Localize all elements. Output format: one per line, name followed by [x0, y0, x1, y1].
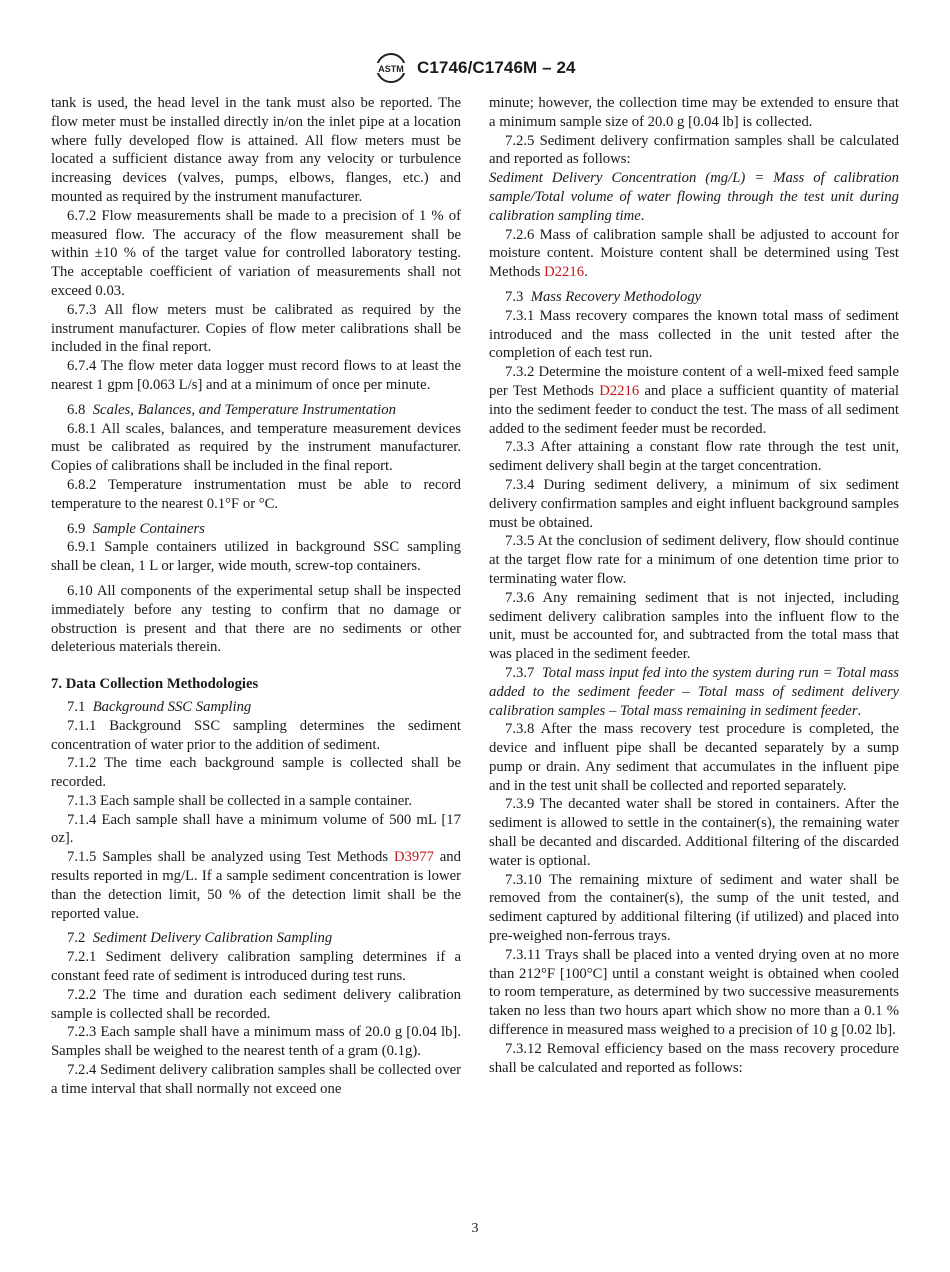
astm-logo-icon [372, 52, 410, 84]
paragraph-7-3-4: 7.3.4 During sediment delivery, a minimum of six sediment delivery confirmation samples and eight influent background samples must be obtained. [489, 476, 899, 531]
astm-logo-text: ASTM [378, 64, 404, 74]
paragraph-7-1-1: 7.1.1 Background SSC sampling determines the sediment concentration of water prior to the addition of sediment. [51, 717, 461, 753]
paragraph-flow-meter-installation: tank is used, the head level in the tank must also be reported. The flow meter must be installed directly in/on the inlet pipe at a location where fully developed flow is attained. All flow meters must be located a sufficient distance away from any velocity or turbulence increasing devices (valves, pumps, elbows, flanges, etc.) and mounted as required by the instrument manufacturer. [51, 95, 461, 205]
paragraph-6-7-2: 6.7.2 Flow measurements shall be made to a precision of 1 % of measured flow. The accuracy of the flow measurement shall be within ±10 % of the target value for controlled laboratory testing. The acceptable coefficient of variation of measurements shall not exceed 0.03. [51, 207, 461, 299]
page-header [0, 52, 950, 86]
paragraph-7-3-2 [489, 363, 899, 438]
paragraph-7-3-1: 7.3.1 Mass recovery compares the known total mass of sediment introduced and the mass collected in the unit tested after the completion of each test run. [489, 307, 899, 362]
paragraph-7-2-4: 7.2.4 Sediment delivery calibration samples shall be collected over a time interval that shall normally not exceed one [51, 1062, 461, 1097]
left-column [51, 94, 461, 1099]
paragraph-7-3-7-number: 7.3.7 [505, 664, 535, 681]
subsection-6-9-number: 6.9 [67, 520, 86, 537]
paragraph-7-1-3: 7.1.3 Each sample shall be collected in a sample container. [67, 792, 413, 809]
paragraph-7-3-8: 7.3.8 After the mass recovery test procedure is completed, the device and influent pipe shall be decanted separately by a sump pump or drain. Any sediment that accumulates in the influent pipe and in the test unit shall be collected and reported separately. [489, 721, 899, 794]
paragraph-7-3-10: 7.3.10 The remaining mixture of sediment and water shall be removed from the container(s), the sump of the unit tested, and sediment captured by additional filtering (if utilized) and placed into pre-weighed non-ferrous trays. [489, 871, 899, 945]
paragraph-6-7-4: 6.7.4 The flow meter data logger must record flows to at least the nearest 1 gpm [0.063 L/s] and at a minimum of once per minute. [51, 358, 461, 393]
section-7-heading: 7. Data Collection Methodologies [51, 676, 259, 693]
paragraph-7-1-2: 7.1.2 The time each background sample is collected shall be recorded. [51, 755, 461, 791]
paragraph-7-2-1: 7.2.1 Sediment delivery calibration sampling determines if a constant feed rate of sediment is introduced during test runs. [51, 949, 461, 985]
paragraph-6-9-1: 6.9.1 Sample containers utilized in background SSC sampling shall be clean, 1 L or larger, wide mouth, screw-top containers. [51, 539, 461, 575]
subsection-7-1-heading [51, 698, 461, 717]
formula-sediment-delivery-concentration: Sediment Delivery Concentration (mg/L) = Mass of calibration sample/Total volume of water flowing through the test unit during calibration sampling time. [489, 170, 899, 224]
subsection-7-1-title: Background SSC Sampling [92, 698, 252, 715]
page-number: 3 [471, 1221, 479, 1236]
link-d3977[interactable]: D3977 [393, 849, 434, 866]
subsection-6-8-title: Scales, Balances, and Temperature Instrumentation [92, 401, 396, 418]
subsection-6-8-number: 6.8 [67, 401, 86, 418]
paragraph-7-2-5: 7.2.5 Sediment delivery confirmation samples shall be calculated and reported as follows: [489, 132, 899, 168]
subsection-6-9-heading [51, 520, 461, 539]
paragraph-6-7-3: 6.7.3 All flow meters must be calibrated as required by the instrument manufacturer. Copies of flow meter calibrations shall be included in the final report. [51, 301, 461, 356]
paragraph-7-3-6: 7.3.6 Any remaining sediment that is not injected, including sediment delivery calibration samples into the influent flow to the unit, must be accounted for, and subtracted from the total mass that was placed in the sediment feeder. [489, 589, 899, 663]
paragraph-7-3-12: 7.3.12 Removal efficiency based on the mass recovery procedure shall be calculated and reported as follows: [489, 1040, 899, 1076]
formula-sediment-delivery-text: Sediment Delivery Concentration (mg/L) = Mass of calibration sample/Total volume of water flowing through the test unit during calibration sampling time [489, 170, 899, 224]
paragraph-7-2-6-text-end: . [584, 264, 588, 281]
subsection-7-2-number: 7.2 [67, 930, 86, 947]
subsection-7-2-heading [51, 929, 461, 948]
paragraph-7-1-5 [51, 848, 461, 923]
link-d2216[interactable]: D2216 [544, 264, 585, 281]
formula-total-mass-input: Total mass input fed into the system during run = Total mass added to the sediment feeder – Total mass of sediment delivery calibration samples – Total mass remaining in sediment feeder [489, 664, 899, 719]
link-d2216[interactable]: D2216 [599, 382, 640, 399]
paragraph-7-3-2-text-end: and place a sufficient quantity of material into the sediment feeder to conduct the test. The mass of all sediment added to the sediment feeder must be recorded. [489, 382, 899, 437]
paragraph-7-3-2-text: 7.3.2 Determine the moisture content of a well-mixed feed sample per Test Methods [489, 364, 899, 399]
subsection-7-3-heading [489, 288, 899, 307]
paragraph-7-2-3: 7.2.3 Each sample shall have a minimum mass of 20.0 g [0.04 lb]. Samples shall be weighed to the nearest tenth of a gram (0.1g). [51, 1024, 461, 1060]
paragraph-7-2-6-text: 7.2.6 Mass of calibration sample shall be adjusted to account for moisture content. Moisture content shall be determined using Test Methods [489, 226, 899, 281]
paragraph-7-2-4-continued: minute; however, the collection time may be extended to ensure that a minimum sample size of 20.0 g [0.04 lb] is collected. [489, 95, 899, 130]
paragraph-6-8-2: 6.8.2 Temperature instrumentation must be able to record temperature to the nearest 0.1°F or °C. [51, 476, 461, 512]
right-column [489, 94, 899, 1077]
paragraph-7-1-5-text-end: and results reported in mg/L. If a sample sediment concentration is lower than the detection limit, 50 % of the detection limit shall be the reported value. [51, 849, 461, 922]
paragraph-6-10: 6.10 All components of the experimental setup shall be inspected immediately before any testing to confirm that no damage or obstruction is present and that there are no sediments or other deleterious materials therein. [51, 582, 461, 656]
paragraph-7-3-9: 7.3.9 The decanted water shall be stored in containers. After the sediment is allowed to settle in the container(s), the remaining water shall be decanted and discarded. Additional filtering of the discarded water is optional. [489, 796, 899, 869]
subsection-7-3-title: Mass Recovery Methodology [530, 288, 702, 305]
paragraph-7-3-3: 7.3.3 After attaining a constant flow rate through the test unit, sediment delivery shall begin at the target concentration. [489, 439, 899, 475]
paragraph-7-2-2: 7.2.2 The time and duration each sediment delivery calibration sample is collected shall be recorded. [51, 986, 461, 1022]
subsection-7-3-number: 7.3 [505, 288, 524, 305]
paragraph-6-8-1: 6.8.1 All scales, balances, and temperature measurement devices must be calibrated as required by the instrument manufacturer. Copies of calibrations shall be included in the final report. [51, 420, 461, 475]
subsection-7-2-title: Sediment Delivery Calibration Sampling [92, 930, 333, 947]
paragraph-7-3-11: 7.3.11 Trays shall be placed into a vented drying oven at no more than 212°F [100°C] until a constant weight is obtained when cooled to room temperature, as determined by two successive measurements taken no less than two hours apart which show no more than a 0.1 % difference in measured mass weighed to a precision of 10 g [0.02 lb]. [489, 946, 899, 1039]
paragraph-7-1-4: 7.1.4 Each sample shall have a minimum volume of 500 mL [17 oz]. [51, 811, 461, 847]
paragraph-7-2-6 [489, 226, 899, 282]
subsection-7-1-number: 7.1 [67, 698, 86, 715]
paragraph-7-3-5: 7.3.5 At the conclusion of sediment delivery, flow should continue at the target flow rate for a minimum of one detention time prior to terminating water flow. [489, 533, 899, 587]
paragraph-7-1-5-text: 7.1.5 Samples shall be analyzed using Test Methods [67, 849, 394, 866]
paragraph-7-3-7: 7.3.7 Total mass input fed into the system during run = Total mass added to the sediment feeder – Total mass of sediment delivery calibration samples – Total mass remaining in sediment feeder. [489, 664, 899, 719]
subsection-6-8-heading [51, 401, 461, 420]
subsection-6-9-title: Sample Containers [92, 520, 205, 537]
standard-designation: C1746/C1746M – 24 [417, 58, 576, 77]
